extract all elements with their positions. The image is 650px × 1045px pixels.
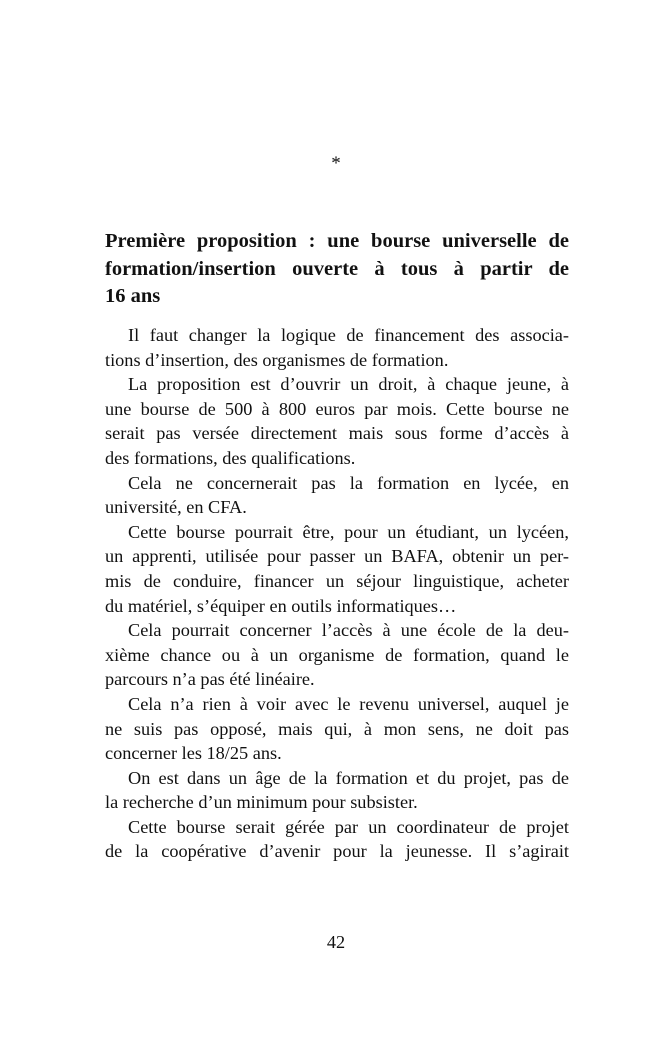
paragraph-line: Cette bourse pourrait être, pour un étudiant, un lycéen,: [128, 521, 569, 542]
body-text: [105, 323, 569, 864]
paragraph-line: serait pas versée directement mais sous forme d’accès à: [105, 423, 569, 444]
paragraph-line: On est dans un âge de la formation et du projet, pas de: [128, 767, 569, 788]
paragraph-line: mis de conduire, financer un séjour linguistique, acheter: [105, 570, 569, 591]
heading-line: formation/insertion ouverte à tous à partir de: [105, 257, 569, 280]
paragraph-line: Cela pourrait concerner l’accès à une école de la deu-: [128, 620, 569, 641]
paragraph-line: du matériel, s’équiper en outils informatiques…: [105, 595, 457, 616]
paragraph-line: un apprenti, utilisée pour passer un BAFA, obtenir un per-: [105, 546, 569, 567]
paragraph-line: une bourse de 500 à 800 euros par mois. Cette bourse ne: [105, 398, 569, 419]
paragraph-line: La proposition est d’ouvrir un droit, à chaque jeune, à: [128, 374, 569, 395]
page-number: 42: [326, 932, 346, 952]
section-heading: [105, 228, 569, 311]
paragraph-line: xième chance ou à un organisme de formation, quand le: [105, 644, 569, 665]
section-separator: *: [331, 153, 341, 174]
paragraph-line: ne suis pas opposé, mais qui, à mon sens, ne doit pas: [105, 718, 569, 739]
paragraph-line: parcours n’a pas été linéaire.: [105, 669, 315, 690]
paragraph-line: Il faut changer la logique de financement des associa-: [128, 325, 569, 345]
paragraph-line: Cette bourse serait gérée par un coordinateur de projet: [128, 816, 569, 837]
paragraph-line: des formations, des qualifications.: [105, 447, 356, 468]
paragraph-line: université, en CFA.: [105, 497, 247, 518]
paragraph-line: la recherche d’un minimum pour subsister.: [105, 792, 418, 813]
paragraph-line: Cela ne concernerait pas la formation en lycée, en: [128, 472, 569, 493]
paragraph-line: concerner les 18/25 ans.: [105, 743, 282, 764]
paragraph-line: tions d’insertion, des organismes de formation.: [105, 349, 449, 370]
heading-line: 16 ans: [105, 285, 161, 307]
heading-line: Première proposition : une bourse universelle de: [105, 230, 569, 252]
paragraph-line: de la coopérative d’avenir pour la jeunesse. Il s’agirait: [105, 841, 569, 862]
paragraph-line: Cela n’a rien à voir avec le revenu universel, auquel je: [128, 693, 569, 714]
